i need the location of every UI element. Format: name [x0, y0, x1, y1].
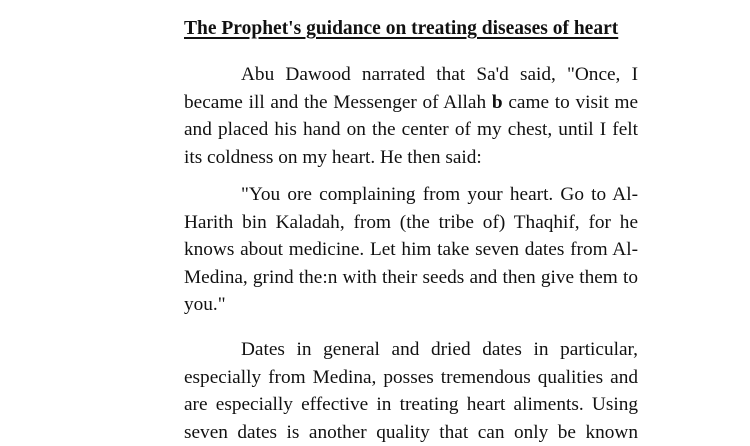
paragraph-narration	[184, 61, 638, 171]
text-segment: came to visit me	[508, 91, 639, 113]
paragraph-commentary	[184, 336, 638, 446]
text-line: Dates in general and dried dates in particular,	[241, 339, 638, 360]
text-line: you."	[184, 294, 226, 316]
text-line: seven dates is another quality that can only be known	[184, 421, 638, 443]
section-title: The Prophet's guidance on treating diseases of heart	[184, 18, 619, 39]
text-line: its coldness on my heart. He then said:	[184, 146, 482, 168]
text-line: and placed his hand on the center of my chest, until I felt	[184, 119, 638, 141]
text-line: "You ore complaining from your heart. Go to Al-	[241, 184, 638, 205]
text-line: Abu Dawood narrated that Sa'd said, "Once, I	[241, 64, 638, 85]
text-line: knows about medicine. Let him take seven dates from Al-	[184, 239, 638, 261]
text-line: are especially effective in treating heart aliments. Using	[184, 394, 638, 416]
text-line: Medina, grind the:n with their seeds and then give them to	[184, 266, 638, 288]
text-line: Harith bin Kaladah, from (the tribe of) Thaqhif, for he	[184, 211, 638, 233]
honorific-symbol: b	[491, 91, 503, 113]
text-segment: became ill and the Messenger of Allah	[184, 91, 487, 113]
text-line: especially from Medina, posses tremendous qualities and	[184, 366, 638, 388]
text-line	[184, 89, 638, 117]
paragraph-quote	[184, 181, 638, 319]
